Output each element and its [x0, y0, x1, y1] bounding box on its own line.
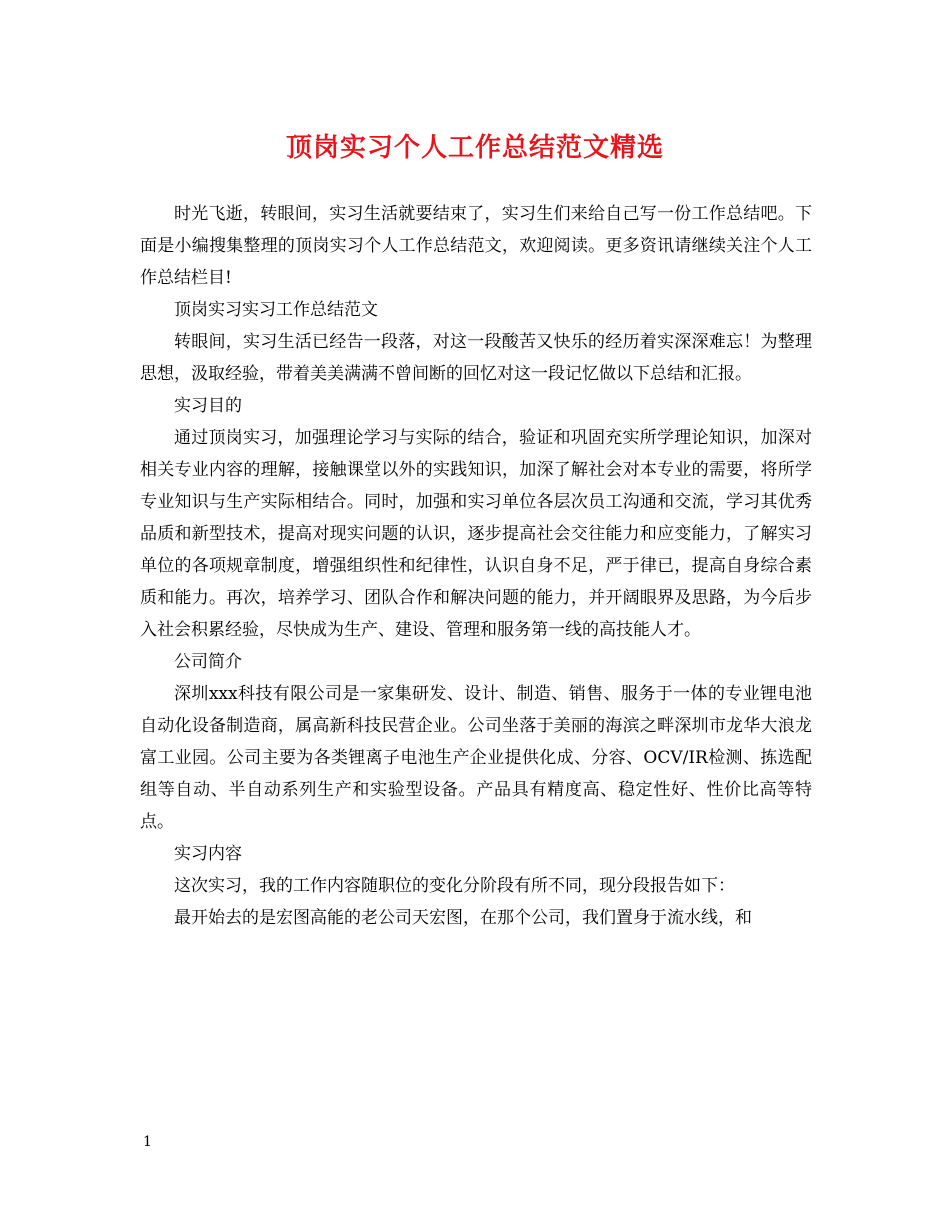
paragraph-intro: 时光飞逝，转眼间，实习生活就要结束了，实习生们来给自己写一份工作总结吧。下面是小编搜集整理的顶岗实习个人工作总结范文，欢迎阅读。更多资讯请继续关注个人工作总结栏目! — [140, 204, 812, 288]
paragraph-content-first: 最开始去的是宏图高能的老公司天宏图，在那个公司，我们置身于流水线，和 — [174, 908, 752, 928]
paragraph-company: 深圳xxx科技有限公司是一家集研发、设计、制造、销售、服务于一体的专业锂电池自动化设备制造商，属高新科技民营企业。公司坐落于美丽的海滨之畔深圳市龙华大浪龙富工业园。公司主要为各类锂离子电池生产企业提供化成、分容、OCV/IR检测、拣选配组等自动、半自动系列生产和实验型设备。产品具有精度高、稳定性好、性价比高等特点。 — [140, 684, 812, 832]
document-body — [140, 198, 812, 934]
section-heading-company: 公司简介 — [174, 652, 242, 672]
paragraph-heading-sample: 顶岗实习实习工作总结范文 — [174, 300, 378, 320]
document-title: 顶岗实习个人工作总结范文精选 — [285, 133, 664, 163]
paragraph-content-intro: 这次实习，我的工作内容随职位的变化分阶段有所不同，现分段报告如下： — [174, 876, 735, 896]
page-number: 1 — [143, 1134, 152, 1150]
section-heading-purpose: 实习目的 — [174, 396, 242, 416]
paragraph-purpose: 通过顶岗实习，加强理论学习与实际的结合，验证和巩固充实所学理论知识，加深对相关专业内容的理解，接触课堂以外的实践知识，加深了解社会对本专业的需要，将所学专业知识与生产实际相结合。同时，加强和实习单位各层次员工沟通和交流，学习其优秀品质和新型技术，提高对现实问题的认识，逐步提高社会交往能力和应变能力，了解实习单位的各项规章制度，增强组织性和纪律性，认识自身不足，严于律已，提高自身综合素质和能力。再次，培养学习、团队合作和解决问题的能力，并开阔眼界及思路，为今后步入社会积累经验，尽快成为生产、建设、管理和服务第一线的高技能人才。 — [140, 428, 812, 640]
section-heading-content: 实习内容 — [174, 844, 242, 864]
paragraph-opening: 转眼间，实习生活已经告一段落，对这一段酸苦又快乐的经历着实深深难忘！为整理思想，汲取经验，带着美美满满不曾间断的回忆对这一段记忆做以下总结和汇报。 — [140, 332, 812, 384]
